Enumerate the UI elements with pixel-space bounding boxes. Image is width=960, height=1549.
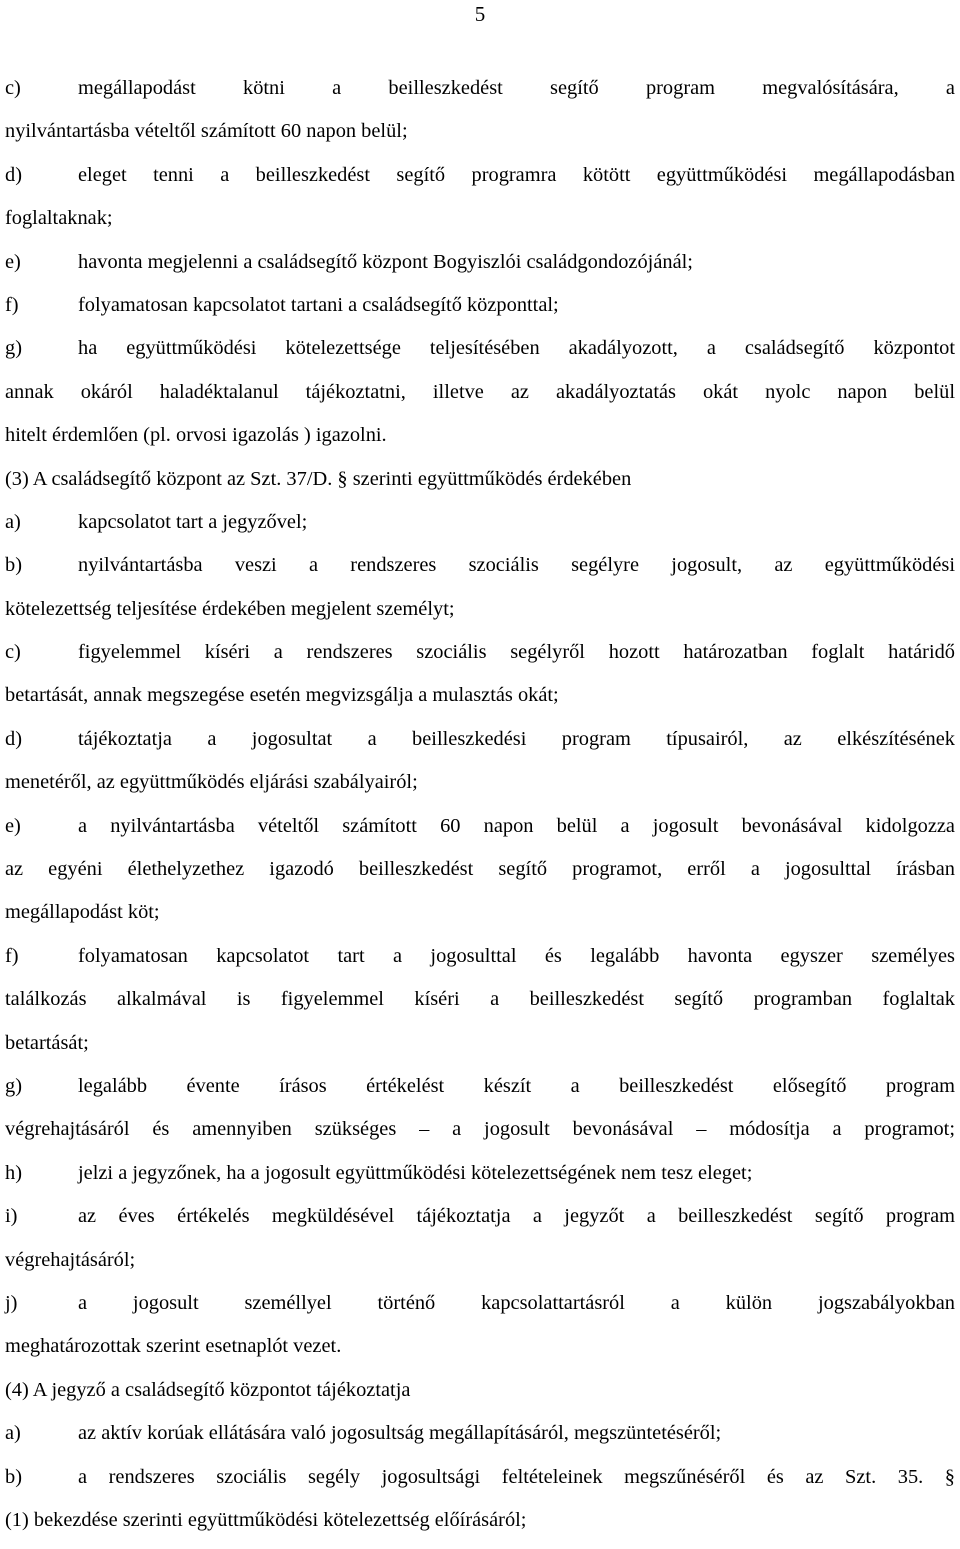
list-label: j) bbox=[5, 1291, 18, 1314]
line-text: eleget tenni a beilleszkedést segítő programra kötött együttműködési megállapodásban bbox=[78, 163, 955, 186]
list-label: a) bbox=[5, 510, 21, 533]
text-line bbox=[5, 421, 955, 464]
line-text: nyilvántartásba vételtől számított 60 napon belül; bbox=[5, 120, 408, 143]
line-text: a nyilvántartásba vételtől számított 60 napon belül a jogosult bevonásával kidolgozza bbox=[78, 814, 955, 837]
line-text: foglaltaknak; bbox=[5, 207, 113, 230]
line-text: hitelt érdemlően (pl. orvosi igazolás ) igazolni. bbox=[5, 424, 387, 447]
text-line bbox=[5, 595, 955, 638]
text-line bbox=[5, 1332, 955, 1375]
line-text: végrehajtásáról és amennyiben szükséges – a jogosult bevonásával – módosítja a programot; bbox=[5, 1118, 955, 1141]
line-text: az aktív korúak ellátására való jogosultság megállapításáról, megszüntetéséről; bbox=[78, 1422, 722, 1445]
text-line bbox=[5, 291, 955, 334]
text-line bbox=[5, 768, 955, 811]
line-text: legalább évente írásos értékelést készít a beilleszkedést elősegítő program bbox=[78, 1074, 955, 1097]
text-line bbox=[5, 681, 955, 724]
list-label: e) bbox=[5, 814, 21, 837]
text-line bbox=[5, 508, 955, 551]
text-line bbox=[5, 117, 955, 160]
line-text: az egyéni élethelyzethez igazodó beilleszkedést segítő programot, erről a jogosulttal írásban bbox=[5, 858, 955, 881]
line-text: menetéről, az együttműködés eljárási szabályairól; bbox=[5, 771, 418, 794]
line-text: betartását, annak megszegése esetén megvizsgálja a mulasztás okát; bbox=[5, 684, 559, 707]
list-label: b) bbox=[5, 554, 22, 577]
text-line bbox=[5, 1159, 955, 1202]
text-line bbox=[5, 1289, 955, 1332]
line-text: a jogosult személlyel történő kapcsolattartásról a külön jogszabályokban bbox=[78, 1291, 955, 1314]
text-line bbox=[5, 812, 955, 855]
text-line bbox=[5, 1463, 955, 1506]
text-line bbox=[5, 1506, 955, 1549]
page-number: 5 bbox=[474, 2, 486, 26]
text-line bbox=[5, 638, 955, 681]
text-line bbox=[5, 1246, 955, 1289]
line-text: (4) A jegyző a családsegítő központot tájékoztatja bbox=[5, 1378, 411, 1401]
line-text: folyamatosan kapcsolatot tart a jogosulttal és legalább havonta egyszer személyes bbox=[78, 944, 955, 967]
text-line bbox=[5, 248, 955, 291]
text-line bbox=[5, 942, 955, 985]
line-text: ha együttműködési kötelezettsége teljesítésében akadályozott, a családsegítő központot bbox=[78, 337, 955, 360]
text-line bbox=[5, 1029, 955, 1072]
list-label: a) bbox=[5, 1422, 21, 1445]
text-line bbox=[5, 1072, 955, 1115]
line-text: kapcsolatot tart a jegyzővel; bbox=[78, 510, 308, 533]
line-text: betartását; bbox=[5, 1031, 89, 1054]
line-text: a rendszeres szociális segély jogosultsági feltételeinek megszűnéséről és az Szt. 35. § bbox=[78, 1465, 955, 1488]
list-label: g) bbox=[5, 337, 22, 360]
list-label: d) bbox=[5, 163, 22, 186]
list-label: f) bbox=[5, 293, 19, 316]
text-line bbox=[5, 855, 955, 898]
text-line bbox=[5, 1115, 955, 1158]
line-text: havonta megjelenni a családsegítő központ Bogyiszlói családgondozójánál; bbox=[78, 250, 693, 273]
list-label: d) bbox=[5, 727, 22, 750]
text-line bbox=[5, 725, 955, 768]
text-line bbox=[5, 1419, 955, 1462]
line-text: annak okáról haladéktalanul tájékoztatni, illetve az akadályoztatás okát nyolc napon belül bbox=[5, 380, 955, 403]
line-text: végrehajtásáról; bbox=[5, 1248, 136, 1271]
line-text: megállapodást köt; bbox=[5, 901, 160, 924]
line-text: megállapodást kötni a beilleszkedést segítő program megvalósítására, a bbox=[78, 77, 955, 99]
list-label: b) bbox=[5, 1465, 22, 1488]
line-text: kötelezettség teljesítése érdekében megjelent személyt; bbox=[5, 597, 455, 620]
list-label: c) bbox=[5, 641, 21, 664]
list-label: h) bbox=[5, 1161, 22, 1184]
text-line bbox=[5, 465, 955, 508]
text-line bbox=[5, 1202, 955, 1245]
text-line bbox=[5, 551, 955, 594]
text-line bbox=[5, 378, 955, 421]
line-text: tájékoztatja a jogosultat a beilleszkedési program típusairól, az elkészítésének bbox=[78, 727, 955, 750]
line-text: figyelemmel kíséri a rendszeres szociális segélyről hozott határozatban foglalt határidő bbox=[78, 641, 955, 664]
text-line bbox=[5, 334, 955, 377]
line-text: nyilvántartásba veszi a rendszeres szociális segélyre jogosult, az együttműködési bbox=[78, 554, 955, 577]
line-text: (1) bekezdése szerinti együttműködési kötelezettség előírásáról; bbox=[5, 1508, 527, 1531]
text-line bbox=[5, 74, 955, 117]
list-label: c) bbox=[5, 77, 21, 99]
line-text: meghatározottak szerint esetnaplót vezet. bbox=[5, 1335, 342, 1358]
list-label: g) bbox=[5, 1074, 22, 1097]
list-label: e) bbox=[5, 250, 21, 273]
line-text: találkozás alkalmával is figyelemmel kíséri a beilleszkedést segítő programban foglaltak bbox=[5, 988, 955, 1011]
line-text: (3) A családsegítő központ az Szt. 37/D. § szerinti együttműködés érdekében bbox=[5, 467, 632, 490]
list-label: f) bbox=[5, 944, 19, 967]
line-text: jelzi a jegyzőnek, ha a jogosult együttműködési kötelezettségének nem tesz eleget; bbox=[78, 1161, 753, 1184]
text-line bbox=[5, 1376, 955, 1419]
text-line bbox=[5, 161, 955, 204]
list-label: i) bbox=[5, 1205, 18, 1228]
text-line bbox=[5, 898, 955, 941]
line-text: az éves értékelés megküldésével tájékoztatja a jegyzőt a beilleszkedést segítő program bbox=[78, 1205, 955, 1228]
document-body bbox=[5, 74, 955, 1549]
text-line bbox=[5, 204, 955, 247]
text-line bbox=[5, 985, 955, 1028]
line-text: folyamatosan kapcsolatot tartani a családsegítő központtal; bbox=[78, 293, 559, 316]
